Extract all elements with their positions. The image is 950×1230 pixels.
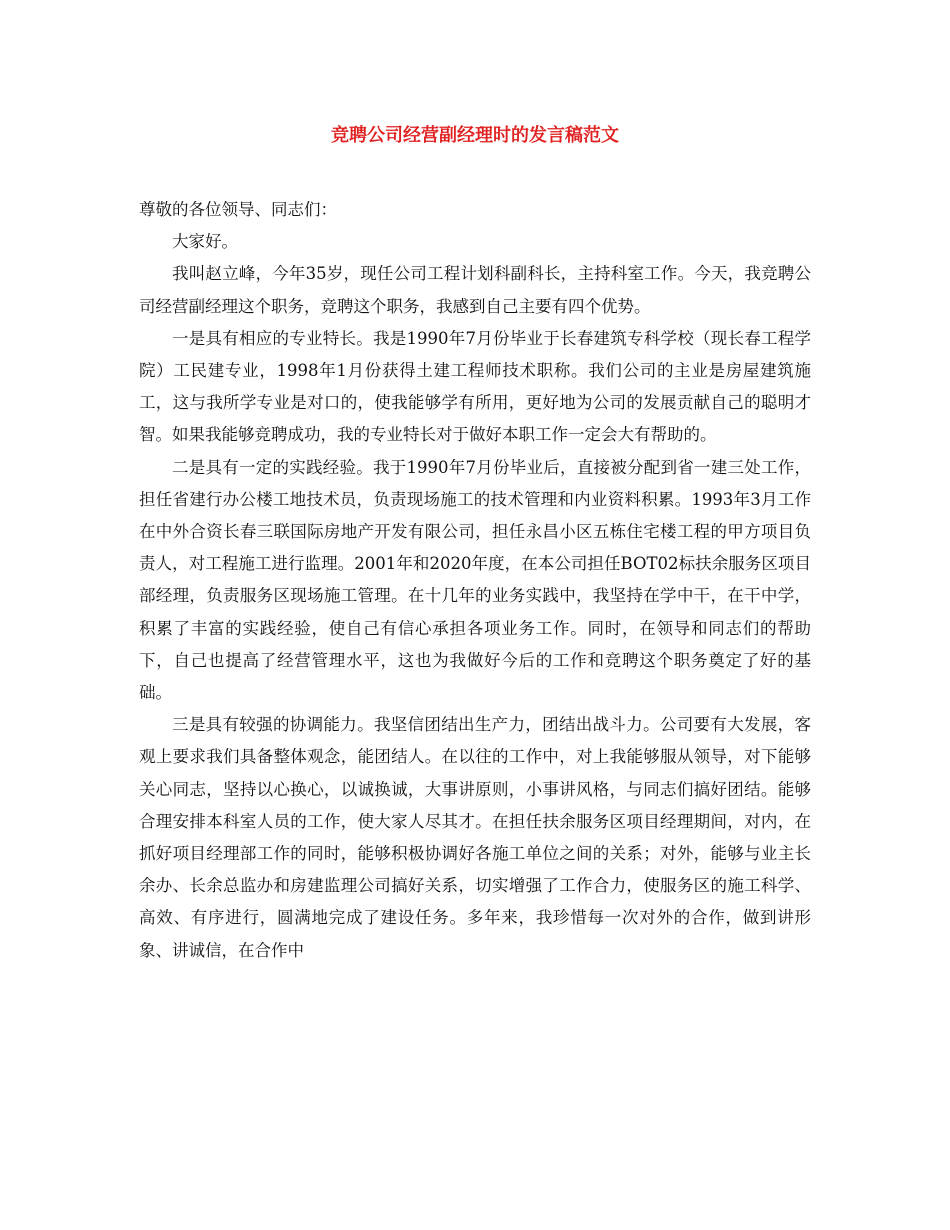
document-body bbox=[139, 194, 811, 967]
paragraph-introduction: 我叫赵立峰，今年35岁，现任公司工程计划科副科长，主持科室工作。今天，我竞聘公司经营副经理这个职务，竞聘这个职务，我感到自己主要有四个优势。 bbox=[139, 264, 811, 316]
document-title: 竞聘公司经营副经理时的发言稿范文 bbox=[331, 125, 619, 146]
paragraph-greeting: 大家好。 bbox=[172, 232, 238, 252]
paragraph-advantage-1: 一是具有相应的专业特长。我是1990年7月份毕业于长春建筑专科学校（现长春工程学院）工民建专业，1998年1月份获得土建工程师技术职称。我们公司的主业是房屋建筑施工，这与我所学专业是对口的，使我能够学有所用，更好地为公司的发展贡献自己的聪明才智。如果我能够竞聘成功，我的专业特长对于做好本职工作一定会大有帮助的。 bbox=[139, 328, 811, 445]
paragraph-advantage-3: 三是具有较强的协调能力。我坚信团结出生产力，团结出战斗力。公司要有大发展，客观上要求我们具备整体观念，能团结人。在以往的工作中，对上我能够服从领导，对下能够关心同志，坚持以心换心，以诚换诚，大事讲原则，小事讲风格，与同志们搞好团结。能够合理安排本科室人员的工作，使大家人尽其才。在担任扶余服务区项目经理期间，对内，在抓好项目经理部工作的同时，能够积极协调好各施工单位之间的关系；对外，能够与业主长余办、长余总监办和房建监理公司搞好关系，切实增强了工作合力，使服务区的施工科学、高效、有序进行，圆满地完成了建设任务。多年来，我珍惜每一次对外的合作，做到讲形象、讲诚信，在合作中 bbox=[139, 715, 811, 960]
paragraph-advantage-2: 二是具有一定的实践经验。我于1990年7月份毕业后，直接被分配到省一建三处工作，担任省建行办公楼工地技术员，负责现场施工的技术管理和内业资料积累。1993年3月工作在中外合资长春三联国际房地产开发有限公司，担任永昌小区五栋住宅楼工程的甲方项目负责人，对工程施工进行监理。2001年和2020年度，在本公司担任BOT02标扶余服务区项目部经理，负责服务区现场施工管理。在十几年的业务实践中，我坚持在学中干，在干中学，积累了丰富的实践经验，使自己有信心承担各项业务工作。同时，在领导和同志们的帮助下，自己也提高了经营管理水平，这也为我做好今后的工作和竞聘这个职务奠定了好的基础。 bbox=[139, 457, 811, 703]
salutation: 尊敬的各位领导、同志们： bbox=[139, 200, 337, 219]
